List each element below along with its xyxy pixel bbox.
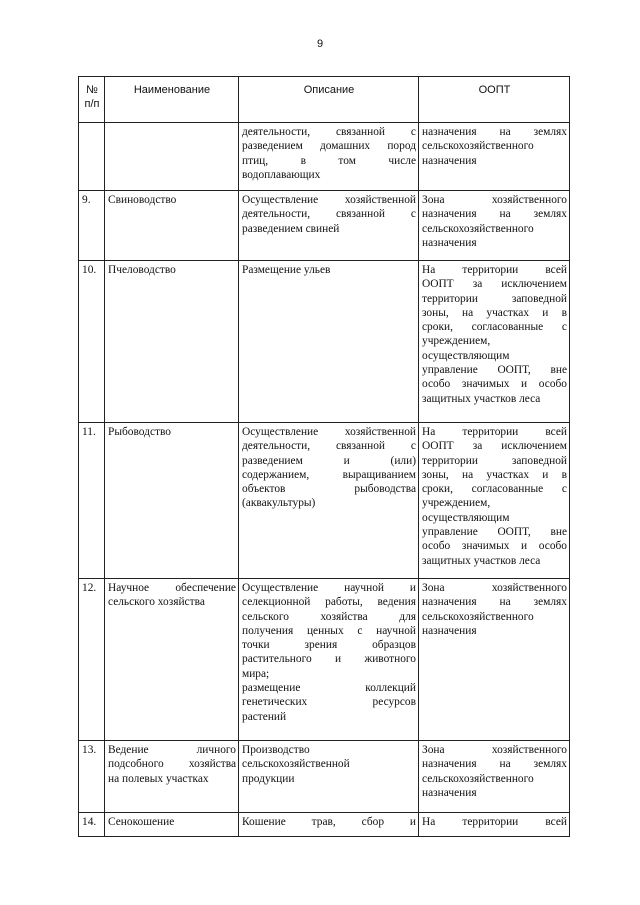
- table-row: [79, 423, 570, 579]
- cell-line: особо значимых и особо: [422, 540, 567, 553]
- cell-line: защитных участков леса: [422, 392, 541, 405]
- cell-name: [105, 123, 239, 191]
- cell-oopt: [419, 261, 570, 423]
- cell-name: [105, 741, 239, 813]
- cell-line: осуществляющим: [422, 349, 510, 362]
- cell-line: сельскохозяйственной: [242, 758, 350, 771]
- cell-line: Осуществление хозяйственной: [242, 194, 416, 206]
- cell-line: содержанием, выращиванием: [242, 468, 416, 481]
- table-header-row: [79, 77, 570, 123]
- cell-line: Зона хозяйственного: [422, 582, 567, 594]
- cell-line: точки зрения образцов: [242, 639, 416, 652]
- cell-description: [239, 123, 419, 191]
- row-number: 12.: [79, 579, 105, 741]
- cell-line: Кошение трав, сбор и: [242, 816, 416, 828]
- cell-line: назначения: [422, 154, 477, 167]
- row-number: 14.: [79, 813, 105, 837]
- cell-line: На территории всей: [422, 264, 567, 276]
- cell-line: сельскохозяйственного: [422, 140, 534, 153]
- cell-line: генетических ресурсов: [242, 696, 416, 709]
- cell-line: Производство: [242, 744, 310, 756]
- table-body: [79, 123, 570, 837]
- cell-line: мира;: [242, 667, 270, 680]
- cell-oopt: [419, 741, 570, 813]
- page-number: 9: [316, 38, 324, 50]
- cell-oopt: [419, 579, 570, 741]
- header-num: № п/п: [79, 77, 105, 123]
- cell-line: сельскохозяйственного: [422, 222, 534, 235]
- cell-line: Зона хозяйственного: [422, 194, 567, 206]
- cell-line: подсобного хозяйства: [108, 758, 236, 771]
- cell-line: на полевых участках: [108, 772, 209, 785]
- cell-line: разведением и (или): [242, 454, 416, 467]
- table-row: [79, 191, 570, 261]
- cell-line: учреждением,: [422, 497, 491, 510]
- cell-line: защитных участков леса: [422, 554, 541, 567]
- cell-line: Научное обеспечение: [108, 582, 236, 594]
- cell-line: назначения: [422, 624, 477, 637]
- cell-line: разведением домашних пород: [242, 140, 416, 153]
- cell-line: территории заповедной: [422, 454, 567, 467]
- cell-name: [105, 813, 239, 837]
- table-row: [79, 813, 570, 837]
- cell-description: [239, 261, 419, 423]
- cell-name: [105, 191, 239, 261]
- cell-oopt: [419, 123, 570, 191]
- cell-name: [105, 423, 239, 579]
- row-number: 11.: [79, 423, 105, 579]
- cell-line: сельского хозяйства: [108, 596, 205, 609]
- header-name: Наименование: [105, 77, 239, 123]
- cell-line: Пчеловодство: [108, 264, 176, 276]
- cell-description: [239, 579, 419, 741]
- cell-oopt: [419, 191, 570, 261]
- row-number: 10.: [79, 261, 105, 423]
- cell-line: управление ООПТ, вне: [422, 364, 567, 377]
- cell-line: управление ООПТ, вне: [422, 526, 567, 539]
- cell-line: размещение коллекций: [242, 682, 416, 695]
- cell-line: сроки, согласованные с: [422, 483, 567, 496]
- cell-line: селекционной работы, ведения: [242, 596, 416, 609]
- cell-line: растительного и животного: [242, 653, 416, 666]
- cell-oopt: [419, 813, 570, 837]
- header-description: Описание: [239, 77, 419, 123]
- regulation-table: [78, 76, 570, 837]
- cell-line: деятельности, связанной с: [242, 208, 416, 221]
- cell-line: объектов рыбоводства: [242, 483, 416, 496]
- cell-line: сельскохозяйственного: [422, 772, 534, 785]
- cell-line: осуществляющим: [422, 511, 510, 524]
- cell-line: ООПТ за исключением: [422, 440, 567, 453]
- cell-line: Рыбоводство: [108, 426, 171, 438]
- cell-line: назначения: [422, 236, 477, 249]
- cell-line: получения ценных с научной: [242, 624, 416, 637]
- cell-line: ООПТ за исключением: [422, 278, 567, 291]
- cell-description: [239, 741, 419, 813]
- cell-line: На территории всей: [422, 816, 567, 828]
- cell-line: зоны, на участках и в: [422, 306, 567, 319]
- cell-description: [239, 191, 419, 261]
- cell-line: растений: [242, 710, 287, 723]
- cell-line: водоплавающих: [242, 168, 321, 181]
- row-number: [79, 123, 105, 191]
- cell-line: (аквакультуры): [242, 497, 316, 510]
- cell-line: зоны, на участках и в: [422, 468, 567, 481]
- table-row: [79, 261, 570, 423]
- header-oopt: ООПТ: [419, 77, 570, 123]
- cell-description: [239, 813, 419, 837]
- cell-line: Ведение личного: [108, 744, 236, 756]
- cell-line: Размещение ульев: [242, 264, 331, 276]
- cell-line: продукции: [242, 772, 295, 785]
- cell-line: назначения на землях: [422, 208, 567, 221]
- cell-line: Зона хозяйственного: [422, 744, 567, 756]
- cell-line: назначения: [422, 786, 477, 799]
- cell-line: сельскохозяйственного: [422, 610, 534, 623]
- cell-line: сельского хозяйства для: [242, 610, 416, 623]
- cell-name: [105, 261, 239, 423]
- cell-line: На территории всей: [422, 426, 567, 438]
- cell-line: птиц, в том числе: [242, 154, 416, 167]
- cell-line: учреждением,: [422, 335, 491, 348]
- cell-line: назначения на землях: [422, 126, 567, 138]
- cell-description: [239, 423, 419, 579]
- cell-line: Сенокошение: [108, 816, 175, 828]
- cell-line: назначения на землях: [422, 596, 567, 609]
- cell-line: назначения на землях: [422, 758, 567, 771]
- cell-line: территории заповедной: [422, 292, 567, 305]
- cell-line: Осуществление научной и: [242, 582, 416, 594]
- table-row: [79, 741, 570, 813]
- cell-line: Свиноводство: [108, 194, 177, 206]
- cell-name: [105, 579, 239, 741]
- cell-line: Осуществление хозяйственной: [242, 426, 416, 438]
- cell-oopt: [419, 423, 570, 579]
- cell-line: разведением свиней: [242, 222, 340, 235]
- row-number: 9.: [79, 191, 105, 261]
- table-row: [79, 579, 570, 741]
- row-number: 13.: [79, 741, 105, 813]
- cell-line: особо значимых и особо: [422, 378, 567, 391]
- cell-line: деятельности, связанной с: [242, 126, 416, 138]
- cell-line: деятельности, связанной с: [242, 440, 416, 453]
- table-row: [79, 123, 570, 191]
- cell-line: сроки, согласованные с: [422, 321, 567, 334]
